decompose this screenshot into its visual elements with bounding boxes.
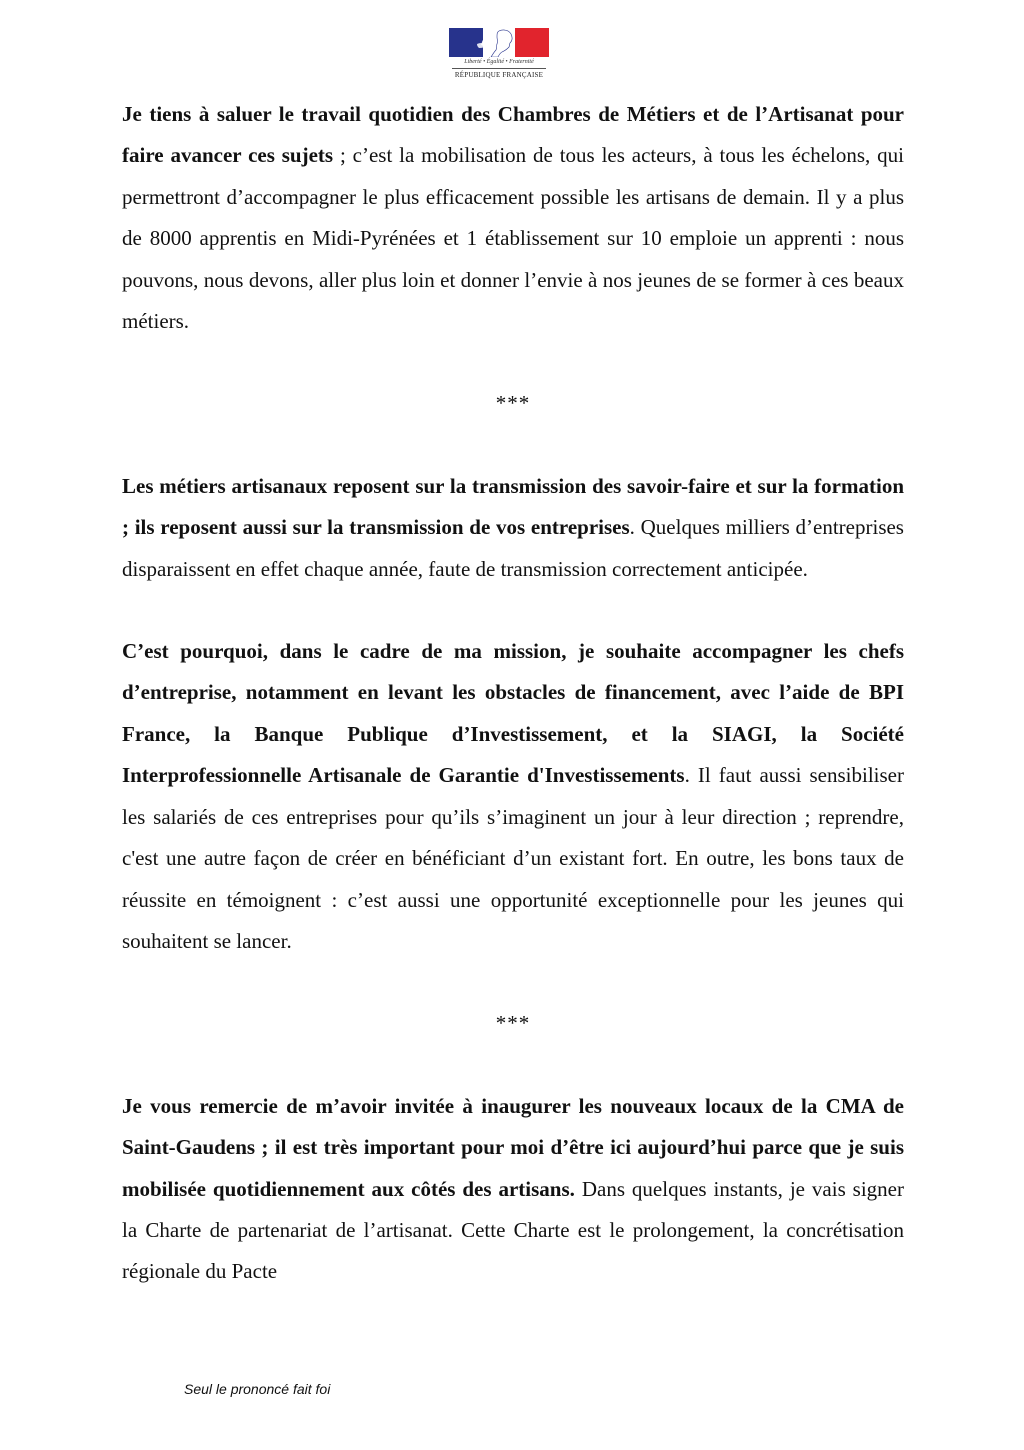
paragraph-1-bold: Je tiens à saluer le travail quotidien des Chambres de Métiers et de l’Artisanat pour faire avancer ces sujets	[122, 102, 904, 168]
logo-republic-text: RÉPUBLIQUE FRANÇAISE	[454, 71, 544, 79]
paragraph-2	[122, 466, 904, 590]
paragraph-3-text: . Il faut aussi sensibiliser les salariés de ces entreprises pour qu’ils s’imaginent un jour à leur direction ; reprendre, c'est une autre façon de créer en bénéficiant d’un existant fort. En outre, les bons taux de réussite en témoignent : c’est aussi une opportunité exceptionnelle pour les jeunes qui souhaitent se lancer.	[122, 763, 904, 953]
paragraph-4-bold: Je vous remercie de m’avoir invitée à inaugurer les nouveaux locaux de la CMA de Saint-Gaudens ; il est très important pour moi d’être ici aujourd’hui parce que je suis mobilisée quotidiennement aux côtés des artisans.	[122, 1093, 904, 1201]
section-separator: ***	[495, 391, 531, 416]
paragraph-1-text: ; c’est la mobilisation de tous les acteurs, à tous les échelons, qui permettront d’accompagner le plus efficacement possible les artisans de demain. Il y a plus de 8000 apprentis en Midi-Pyrénées et 1 établissement sur 10 emploie un apprenti : nous pouvons, nous devons, aller plus loin et donner l’envie à nos jeunes de se former à ces beaux métiers.	[122, 143, 904, 334]
paragraph-4-text: Dans quelques instants, je vais signer la Charte de partenariat de l’artisanat. Cette Charte est le prolongement, la concrétisation régionale du Pacte	[122, 1176, 905, 1284]
republique-francaise-logo	[449, 28, 549, 86]
logo-motto: Liberté • Égalité • Fraternité	[464, 59, 534, 65]
page-footer: Seul le prononcé fait foi	[184, 1381, 331, 1397]
speech-body	[122, 94, 904, 1293]
paragraph-2-bold: Les métiers artisanaux reposent sur la transmission des savoir-faire et sur la formation ; ils reposent aussi sur la transmission de vos entreprises	[122, 473, 904, 540]
paragraph-2-text: . Quelques milliers d’entreprises disparaissent en effet chaque année, faute de transmission correctement anticipée.	[122, 515, 904, 581]
paragraph-1	[122, 94, 904, 342]
logo-divider	[452, 68, 546, 69]
marianne-profile-icon	[469, 28, 531, 57]
paragraph-4	[122, 1086, 904, 1293]
paragraph-3	[122, 631, 904, 962]
section-separator: ***	[495, 1011, 531, 1036]
paragraph-3-bold: C’est pourquoi, dans le cadre de ma mission, je souhaite accompagner les chefs d’entreprise, notamment en levant les obstacles de financement, avec l’aide de BPI France, la Banque Publique d’Investissement, et la SIAGI, la Société Interprofessionnelle Artisanale de Garantie d'Investissements	[122, 639, 904, 788]
